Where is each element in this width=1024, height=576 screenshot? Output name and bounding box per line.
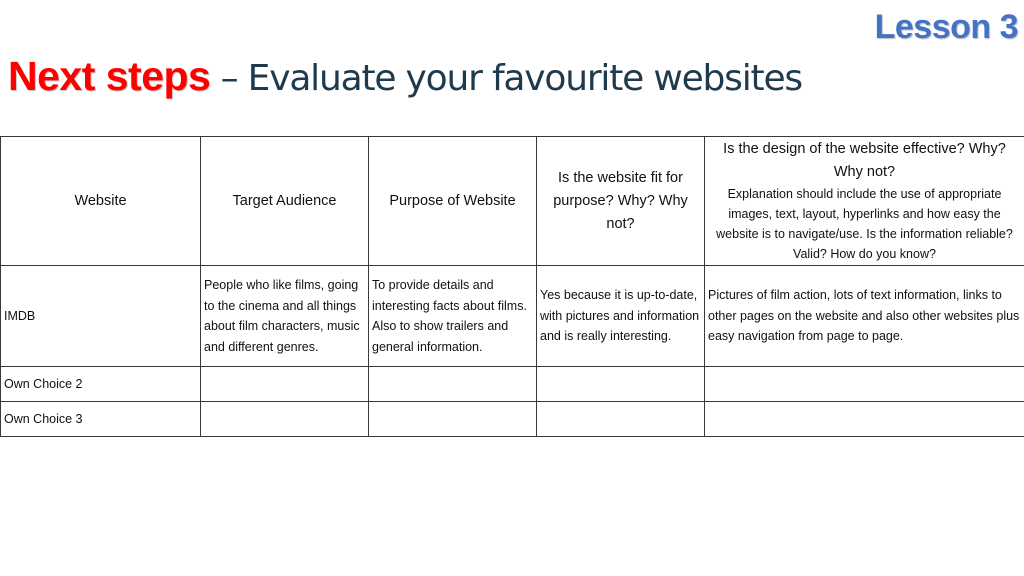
cell-purpose[interactable] (369, 367, 537, 402)
cell-fit[interactable] (537, 402, 705, 437)
cell-audience[interactable] (201, 402, 369, 437)
cell-design[interactable] (705, 402, 1024, 437)
cell-audience[interactable]: People who like films, going to the cinema and all things about film characters, music and different genres. (201, 266, 369, 367)
header-design-explanation: Explanation should include the use of appropriate images, text, layout, hyperlinks and how easy the website is to navigate/use. Is the information reliable? Valid? How do you know? (716, 187, 1013, 261)
evaluation-table (0, 136, 1024, 437)
cell-purpose[interactable]: To provide details and interesting facts about films. Also to show trailers and general information. (369, 266, 537, 367)
cell-website[interactable]: Own Choice 3 (1, 402, 201, 437)
cell-audience[interactable] (201, 367, 369, 402)
header-website: Website (1, 137, 201, 266)
cell-purpose[interactable] (369, 402, 537, 437)
page-title (8, 53, 802, 99)
header-fit-for-purpose: Is the website fit for purpose? Why? Why not? (537, 137, 705, 266)
cell-website[interactable]: IMDB (1, 266, 201, 367)
title-highlight: Next steps (8, 53, 211, 99)
table-row (1, 367, 1024, 402)
lesson-label: Lesson 3 (874, 8, 1018, 46)
header-design (705, 137, 1024, 266)
cell-fit[interactable]: Yes because it is up-to-date, with pictures and information and is really interesting. (537, 266, 705, 367)
header-target-audience: Target Audience (201, 137, 369, 266)
cell-design[interactable]: Pictures of film action, lots of text information, links to other pages on the website and also other websites plus easy navigation from page to page. (705, 266, 1024, 367)
table-row (1, 402, 1024, 437)
table-row (1, 266, 1024, 367)
table-header-row (1, 137, 1024, 266)
title-rest: – Evaluate your favourite websites (210, 58, 802, 99)
header-purpose: Purpose of Website (369, 137, 537, 266)
header-design-question: Is the design of the website effective? Why? Why not? (723, 141, 1006, 180)
cell-fit[interactable] (537, 367, 705, 402)
cell-website[interactable]: Own Choice 2 (1, 367, 201, 402)
cell-design[interactable] (705, 367, 1024, 402)
